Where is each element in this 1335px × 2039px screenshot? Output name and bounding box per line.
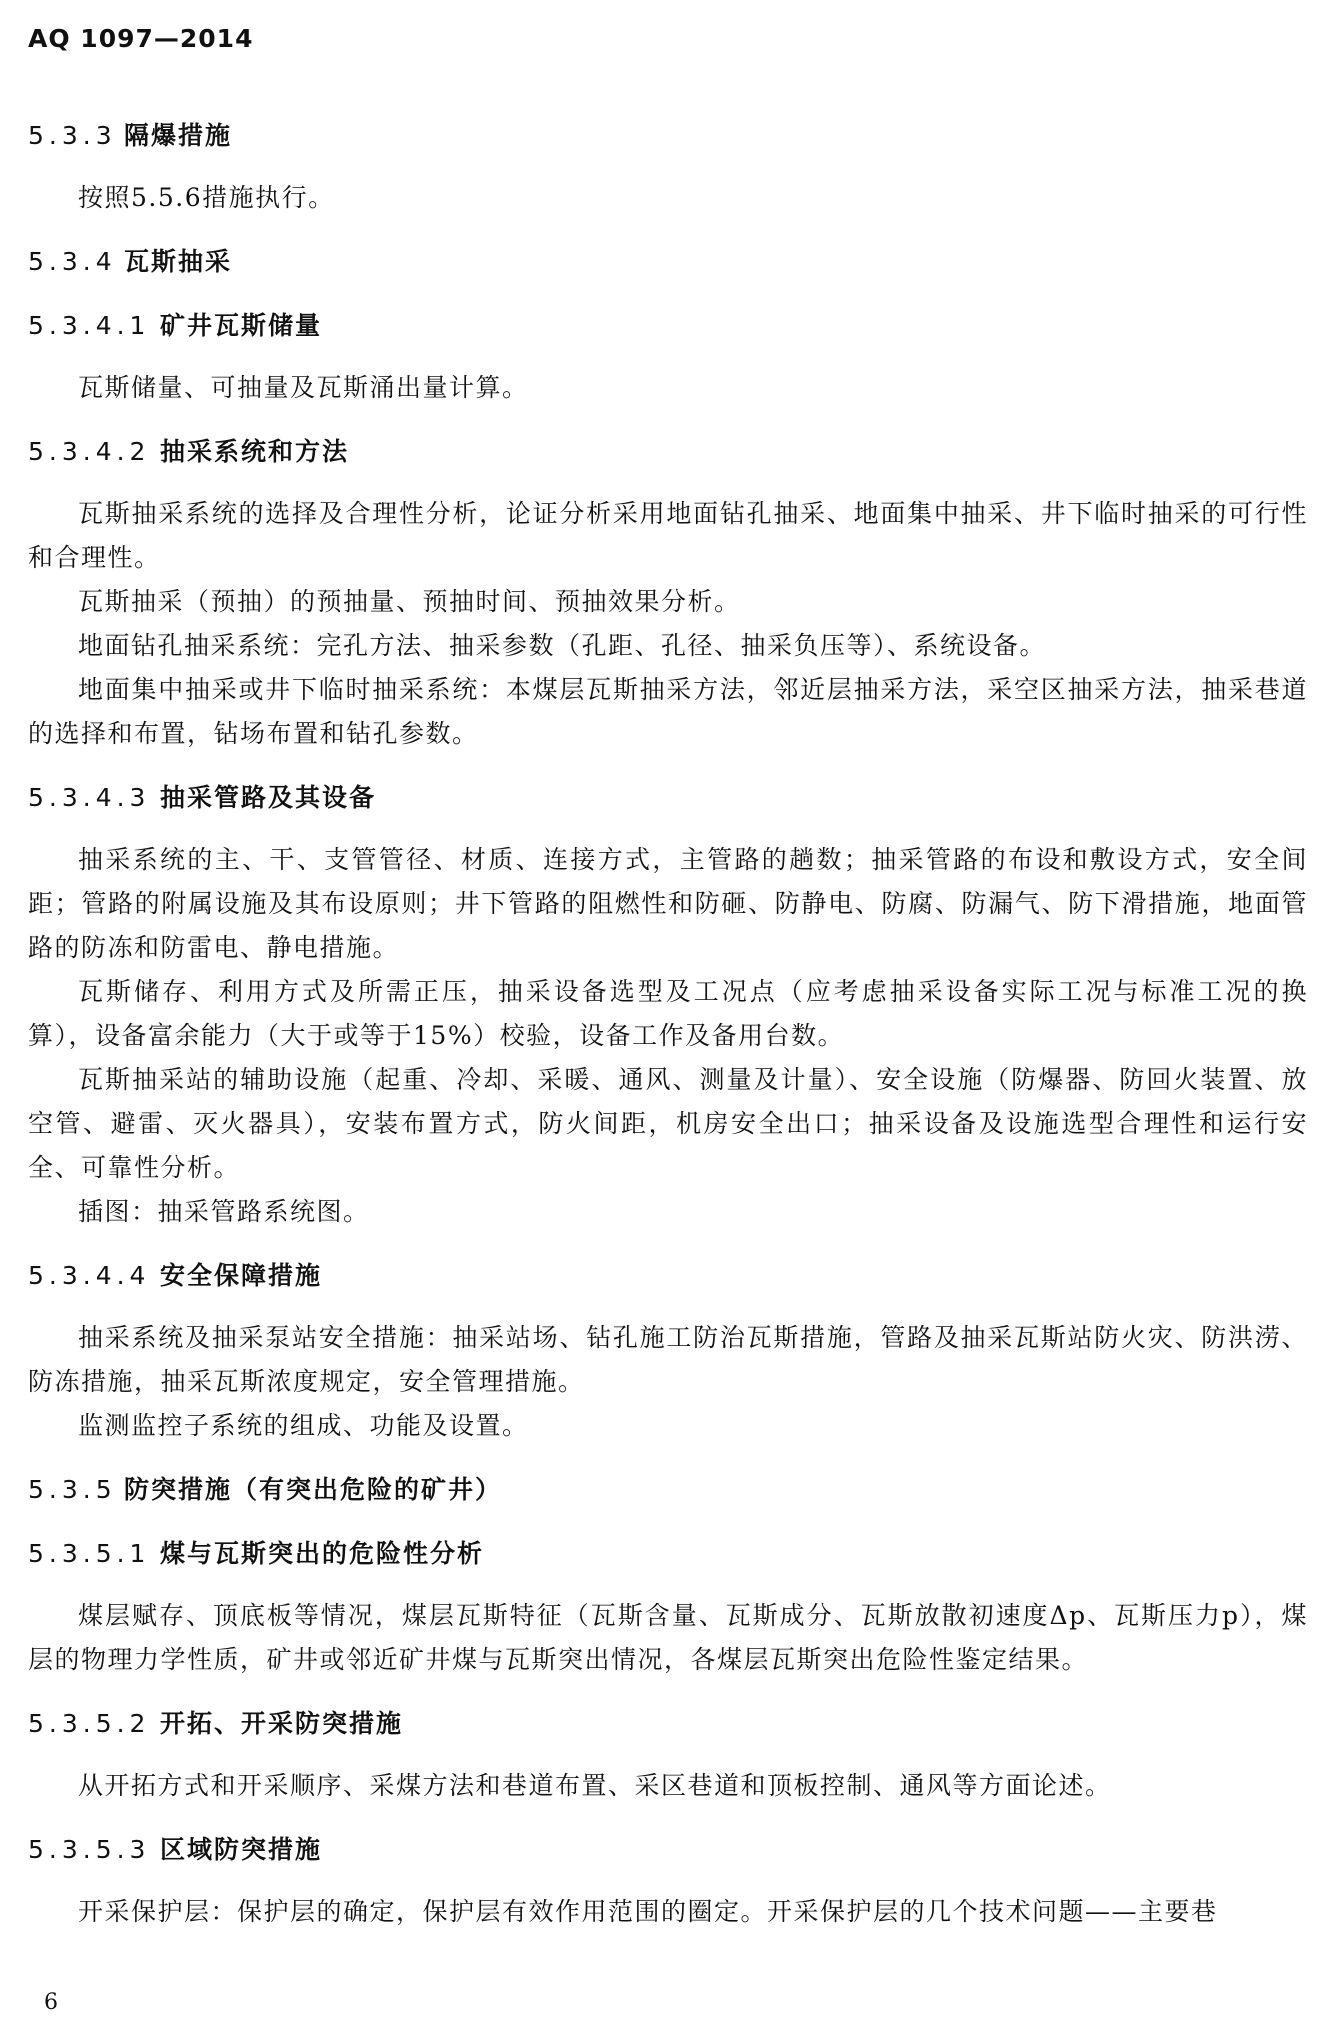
section-body	[28, 1316, 1308, 1448]
section-heading	[28, 1258, 1308, 1294]
section-title: 瓦斯抽采	[124, 247, 233, 276]
section-title: 安全保障措施	[160, 1261, 323, 1290]
section-title: 抽采系统和方法	[160, 437, 350, 466]
standard-code: AQ 1097—2014	[28, 24, 254, 53]
section-body	[28, 176, 1308, 220]
section-body	[28, 492, 1308, 756]
section-number: 5.3.4.4	[28, 1261, 151, 1290]
section-body	[28, 1764, 1308, 1808]
section-title: 隔爆措施	[124, 121, 233, 150]
paragraph: 煤层赋存、顶底板等情况，煤层瓦斯特征（瓦斯含量、瓦斯成分、瓦斯放散初速度Δp、瓦斯压力p），煤层的物理力学性质，矿井或邻近矿井煤与瓦斯突出情况，各煤层瓦斯突出危险性鉴定结果。	[28, 1601, 1308, 1674]
section-title: 煤与瓦斯突出的危险性分析	[160, 1539, 485, 1568]
section-body	[28, 1594, 1308, 1682]
section-number: 5.3.3	[28, 121, 117, 150]
section-title: 抽采管路及其设备	[160, 783, 377, 812]
section-number: 5.3.4.1	[28, 311, 151, 340]
section-heading	[28, 1472, 1308, 1508]
section-heading	[28, 434, 1308, 470]
section-heading	[28, 1536, 1308, 1572]
paragraph: 抽采系统及抽采泵站安全措施：抽采站场、钻孔施工防治瓦斯措施，管路及抽采瓦斯站防火灾、防洪涝、防冻措施，抽采瓦斯浓度规定，安全管理措施。	[28, 1323, 1308, 1396]
paragraph: 瓦斯抽采站的辅助设施（起重、冷却、采暖、通风、测量及计量）、安全设施（防爆器、防回火装置、放空管、避雷、灭火器具），安装布置方式，防火间距，机房安全出口；抽采设备及设施选型合理性和运行安全、可靠性分析。	[28, 1065, 1308, 1182]
paragraph: 按照5.5.6措施执行。	[78, 183, 335, 212]
section-number: 5.3.4.2	[28, 437, 151, 466]
paragraph: 瓦斯抽采系统的选择及合理性分析，论证分析采用地面钻孔抽采、地面集中抽采、井下临时抽采的可行性和合理性。	[28, 499, 1308, 572]
section-title: 防突措施（有突出危险的矿井）	[124, 1475, 503, 1504]
section-title: 区域防突措施	[160, 1835, 323, 1864]
section-number: 5.3.5.2	[28, 1709, 151, 1738]
section-heading	[28, 308, 1308, 344]
section-number: 5.3.5	[28, 1475, 117, 1504]
page-number: 6	[44, 1990, 58, 2015]
paragraph: 插图：抽采管路系统图。	[78, 1197, 370, 1226]
paragraph: 瓦斯抽采（预抽）的预抽量、预抽时间、预抽效果分析。	[78, 587, 741, 616]
paragraph: 地面钻孔抽采系统：完孔方法、抽采参数（孔距、孔径、抽采负压等）、系统设备。	[78, 631, 1047, 660]
section-heading	[28, 1832, 1308, 1868]
paragraph: 瓦斯储存、利用方式及所需正压，抽采设备选型及工况点（应考虑抽采设备实际工况与标准工况的换算），设备富余能力（大于或等于15%）校验，设备工作及备用台数。	[28, 977, 1308, 1050]
section-body	[28, 838, 1308, 1234]
section-heading	[28, 780, 1308, 816]
section-number: 5.3.5.3	[28, 1835, 151, 1864]
paragraph: 开采保护层：保护层的确定，保护层有效作用范围的圈定。开采保护层的几个技术问题——主要巷	[78, 1897, 1218, 1926]
section-number: 5.3.4	[28, 247, 117, 276]
section-heading	[28, 244, 1308, 280]
paragraph: 从开拓方式和开采顺序、采煤方法和巷道布置、采区巷道和顶板控制、通风等方面论述。	[78, 1771, 1112, 1800]
section-heading	[28, 1706, 1308, 1742]
section-heading	[28, 118, 1308, 154]
section-body	[28, 366, 1308, 410]
section-title: 开拓、开采防突措施	[160, 1709, 404, 1738]
paragraph: 监测监控子系统的组成、功能及设置。	[78, 1411, 529, 1440]
paragraph: 抽采系统的主、干、支管管径、材质、连接方式，主管路的趟数；抽采管路的布设和敷设方式，安全间距；管路的附属设施及其布设原则；井下管路的阻燃性和防砸、防静电、防腐、防漏气、防下滑措施，地面管路的防冻和防雷电、静电措施。	[28, 845, 1308, 962]
paragraph: 地面集中抽采或井下临时抽采系统：本煤层瓦斯抽采方法，邻近层抽采方法，采空区抽采方法，抽采巷道的选择和布置，钻场布置和钻孔参数。	[28, 675, 1308, 748]
document-body	[28, 118, 1308, 1958]
section-number: 5.3.4.3	[28, 783, 151, 812]
section-number: 5.3.5.1	[28, 1539, 151, 1568]
section-body	[28, 1890, 1308, 1934]
section-title: 矿井瓦斯储量	[160, 311, 323, 340]
paragraph: 瓦斯储量、可抽量及瓦斯涌出量计算。	[78, 373, 529, 402]
